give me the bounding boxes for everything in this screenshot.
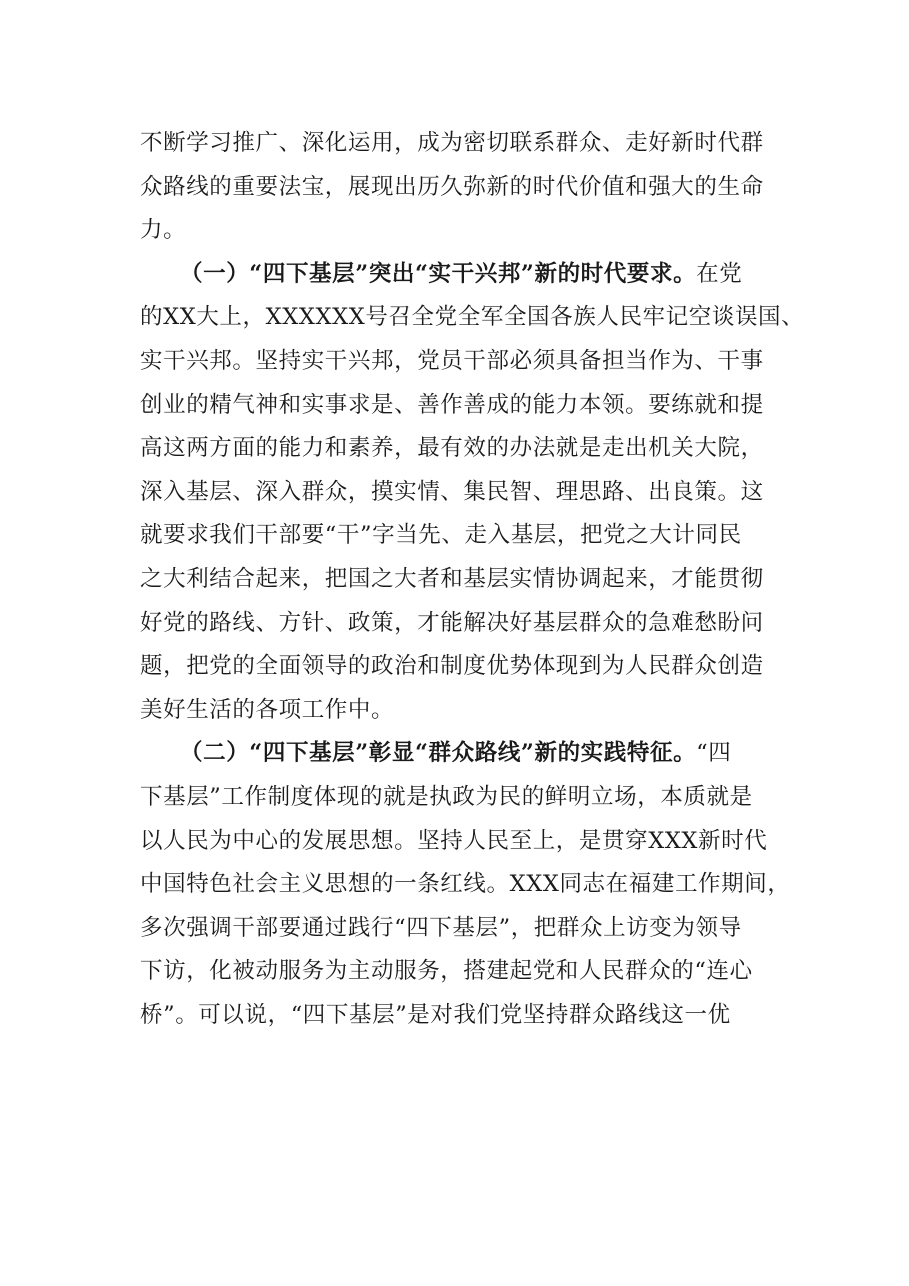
section-2-first-line-tail: “四	[696, 740, 732, 767]
section-1-paragraph	[140, 253, 805, 733]
text-line: 众路线的重要法宝，展现出历久弥新的时代价值和强大的生命	[140, 173, 764, 200]
text-line: 就要求我们干部要“干”字当先、走入基层，把党之大计同民	[140, 522, 742, 549]
intro-paragraph	[140, 122, 772, 253]
text-line: 好党的路线、方针、政策，才能解决好基层群众的急难愁盼问	[140, 609, 764, 636]
section-1-heading: （一）“四下基层”突出“实干兴邦”新的时代要求。	[180, 260, 697, 287]
text-line: 力。	[140, 217, 187, 244]
text-line: 中国特色社会主义思想的一条红线。XXX同志在福建工作期间，	[140, 871, 791, 898]
text-line: 下基层”工作制度体现的就是执政为民的鲜明立场，本质就是	[140, 783, 753, 810]
text-line: 深入基层、深入群众，摸实情、集民智、理思路、出良策。这	[140, 478, 764, 505]
section-2-heading: （二）“四下基层”彰显“群众路线”新的实践特征。	[180, 740, 697, 767]
text-line: 桥”。可以说，“四下基层”是对我们党坚持群众路线这一优	[140, 1001, 731, 1028]
text-line: 之大利结合起来，把国之大者和基层实情协调起来，才能贯彻	[140, 565, 764, 592]
section-2-paragraph	[140, 732, 791, 1037]
text-line: 高这两方面的能力和素养，最有效的办法就是走出机关大院，	[140, 435, 764, 462]
section-1-first-line	[140, 253, 772, 297]
text-line: 不断学习推广、深化运用，成为密切联系群众、走好新时代群	[140, 130, 764, 156]
section-1-first-line-tail: 在党	[696, 260, 743, 287]
text-line: 创业的精气神和实事求是、善作善成的能力本领。要练就和提	[140, 391, 764, 418]
text-line: 的XX大上，XXXXXX号召全党全军全国各族人民牢记空谈误国、	[140, 304, 805, 331]
text-line: 下访，化被动服务为主动服务，搭建起党和人民群众的“连心	[140, 958, 753, 985]
text-line: 美好生活的各项工作中。	[140, 696, 395, 723]
text-line: 实干兴邦。坚持实干兴邦，党员干部必须具备担当作为、干事	[140, 347, 764, 374]
text-line: 多次强调干部要通过践行“四下基层”，把群众上访变为领导	[140, 914, 742, 941]
section-2-first-line	[140, 732, 772, 776]
text-line: 题，把党的全面领导的政治和制度优势体现到为人民群众创造	[140, 653, 764, 680]
text-line: 以人民为中心的发展思想。坚持人民至上，是贯穿XXX新时代	[140, 827, 768, 854]
document-body	[140, 122, 805, 1037]
